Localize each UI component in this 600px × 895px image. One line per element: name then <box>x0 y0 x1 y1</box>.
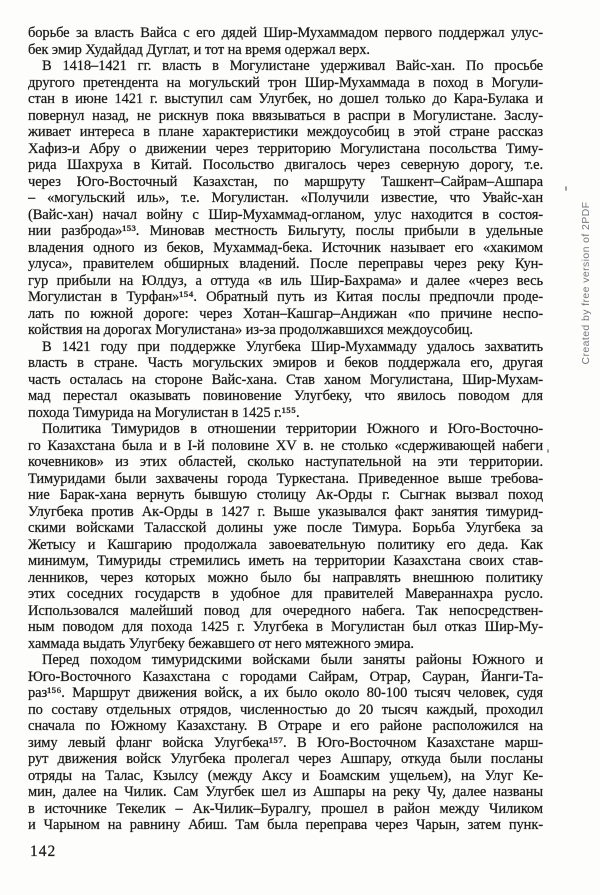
text-line: кочевников» из этих областей, сколько наступательной на эти территории. <box>28 454 543 470</box>
text-line: и Чарыном на равнину Абиш. Там была переправа через Чарын, затем пунк- <box>28 817 543 833</box>
text-line: отряды на Талас, Кзылсу (между Аксу и Боамским ущельем), на Улуг Ке- <box>28 767 543 784</box>
text-line: рут движения войск Улугбека пролегал через Ашпару, откуда были посланы <box>28 751 543 767</box>
text-line: Политика Тимуридов в отношении территории Южного и Юго-Восточно- <box>42 421 543 437</box>
text-line: живает интереса в плане характеристики междоусобиц в этой стране рассказ <box>28 124 543 140</box>
text-line: Жетысу и Кашгарию продолжала завоевательную политику его деда. Как <box>28 536 543 553</box>
text-line: владения одного из беков, Мухаммад-бека. Источник называет его «хакимом <box>28 239 543 256</box>
text-line: гур прибыли на Юлдуз, а оттуда «в иль Шир-Бахрама» и далее «через весь <box>28 272 543 289</box>
text-line: койствия на дорогах Могулистана» из-за продолжавшихся междоусобиц. <box>28 322 473 338</box>
text-line: похода Тимурида на Могулистан в 1425 г.¹⁵⁵. <box>28 404 300 421</box>
text-line: ние Барак-хана вернуть бывшую столицу Ак-Орды г. Сыгнак вызвал поход <box>28 487 543 503</box>
text-line: Перед походом тимуридскими войсками были заняты районы Южного и <box>42 652 543 668</box>
text-line: В 1421 году при поддержке Улугбека Шир-Мухаммаду удалось захватить <box>42 338 543 355</box>
text-line: этих соседних государств в удобное для правителей Мавераннахра русло. <box>28 586 543 602</box>
scan-speck <box>565 186 567 191</box>
text-line: по составу отдельных отрядов, численностью до 20 тысяч каждый, проходил <box>28 701 543 718</box>
text-line: в источнике Текелик – Ак-Чилик–Буралгу, прошел в район между Чиликом <box>28 800 543 817</box>
text-line: борьбе за власть Вайса с его дядей Шир-Мухаммадом первого поддержал улус- <box>28 25 543 41</box>
text-line: стан в июне 1421 г. выступил сам Улугбек, но дошел только до Кара-Булака и <box>28 91 543 107</box>
text-line: Тимуридами были захвачены города Туркестана. Приведенное выше требова- <box>28 470 543 487</box>
text-line: мин, далее на Чилик. Сам Улугбек шел из Ашпары на реку Чу, далее названы <box>28 784 543 800</box>
text-line: другого претендента на могульский трон Шир-Мухаммада в поход в Могули- <box>28 74 543 91</box>
text-line: го Казахстана была и в I-й половине XV в. не столько «сдерживающей набеги <box>28 437 543 454</box>
text-line: Хафиз-и Абру о движении через территорию Могулистана посольства Тиму- <box>28 140 543 157</box>
text-line: часть осталась на стороне Вайс-хана. Став ханом Могулистана, Шир-Мухам- <box>28 371 543 388</box>
text-line: Улугбека против Ак-Орды в 1427 г. Выше указывался факт занятия тимурид- <box>28 503 543 520</box>
text-line: минимум, Тимуриды стремились иметь на территории Казахстана своих став- <box>28 553 543 569</box>
watermark-text: Created by free version of 2PDF <box>580 201 592 365</box>
text-line: В 1418–1421 гг. власть в Могулистане удерживал Вайс-хан. По просьбе <box>42 58 543 74</box>
text-line: рида Шахруха в Китай. Посольство двигалось через северную дорогу, т.е. <box>28 157 543 173</box>
text-line: ным поводом для похода 1425 г. Улугбека в Могулистан был отказ Шир-Му- <box>28 619 543 635</box>
page-number: 142 <box>30 843 57 860</box>
text-line: власть в стране. Часть могульских эмиров и беков поддержала его, другая <box>28 355 543 371</box>
text-line: зиму левый фланг войска Улугбека¹⁵⁷. В Юго-Восточном Казахстане марш- <box>28 734 543 751</box>
text-line: раз¹⁵⁶. Маршрут движения войск, а их было около 80-100 тысяч человек, судя <box>28 685 543 701</box>
text-line: через Юго-Восточный Казахстан, по маршруту Ташкент–Сайрам–Ашпара <box>28 173 543 190</box>
text-line: скими войсками Таласской долины уже после Тимура. Борьба Улугбека за <box>28 520 543 536</box>
text-line: хаммада выдать Улугбеку бежавшего от него мятежного эмира. <box>28 635 414 652</box>
text-line: Использовался малейший повод для очередного набега. Так непосредствен- <box>28 602 543 619</box>
text-line: нии разброда»¹⁵³. Миновав местность Бильгуту, послы прибыли в удельные <box>28 223 543 239</box>
text-line: ленников, через которых можно было бы направлять внешнюю политику <box>28 569 543 586</box>
text-line: бек эмир Худайдад Дуглат, и тот на время одержал верх. <box>28 41 370 58</box>
text-line: – «могульский иль», т.е. Могулистан. «Получили известие, что Увайс-хан <box>28 190 543 206</box>
text-line: Могулистан в Турфан»¹⁵⁴. Обратный путь из Китая послы предпочли проде- <box>28 289 543 305</box>
text-line: повернул назад, не рискнув пока ввязываться в распри в Могулистане. Заслу- <box>28 107 543 124</box>
text-line: улуса», правителем обширных владений. После переправы через реку Кун- <box>28 256 543 272</box>
scan-speck <box>547 449 549 453</box>
page-text <box>28 25 543 834</box>
text-line: лать по южной дороге: через Хотан–Кашгар–Андижан «по причине неспо- <box>28 305 543 322</box>
text-line: Юго-Восточного Казахстана с городами Сайрам, Отрар, Сауран, Йанги-Та- <box>28 668 543 685</box>
text-line: (Вайс-хан) начал войну с Шир-Мухаммад-огланом, улус находится в состоя- <box>28 206 543 223</box>
text-line: сначала по Южному Казахстану. В Отраре и его районе расположился на <box>28 718 543 734</box>
text-line: мад перестал оказывать повиновение Улугбеку, что явилось поводом для <box>28 388 543 404</box>
